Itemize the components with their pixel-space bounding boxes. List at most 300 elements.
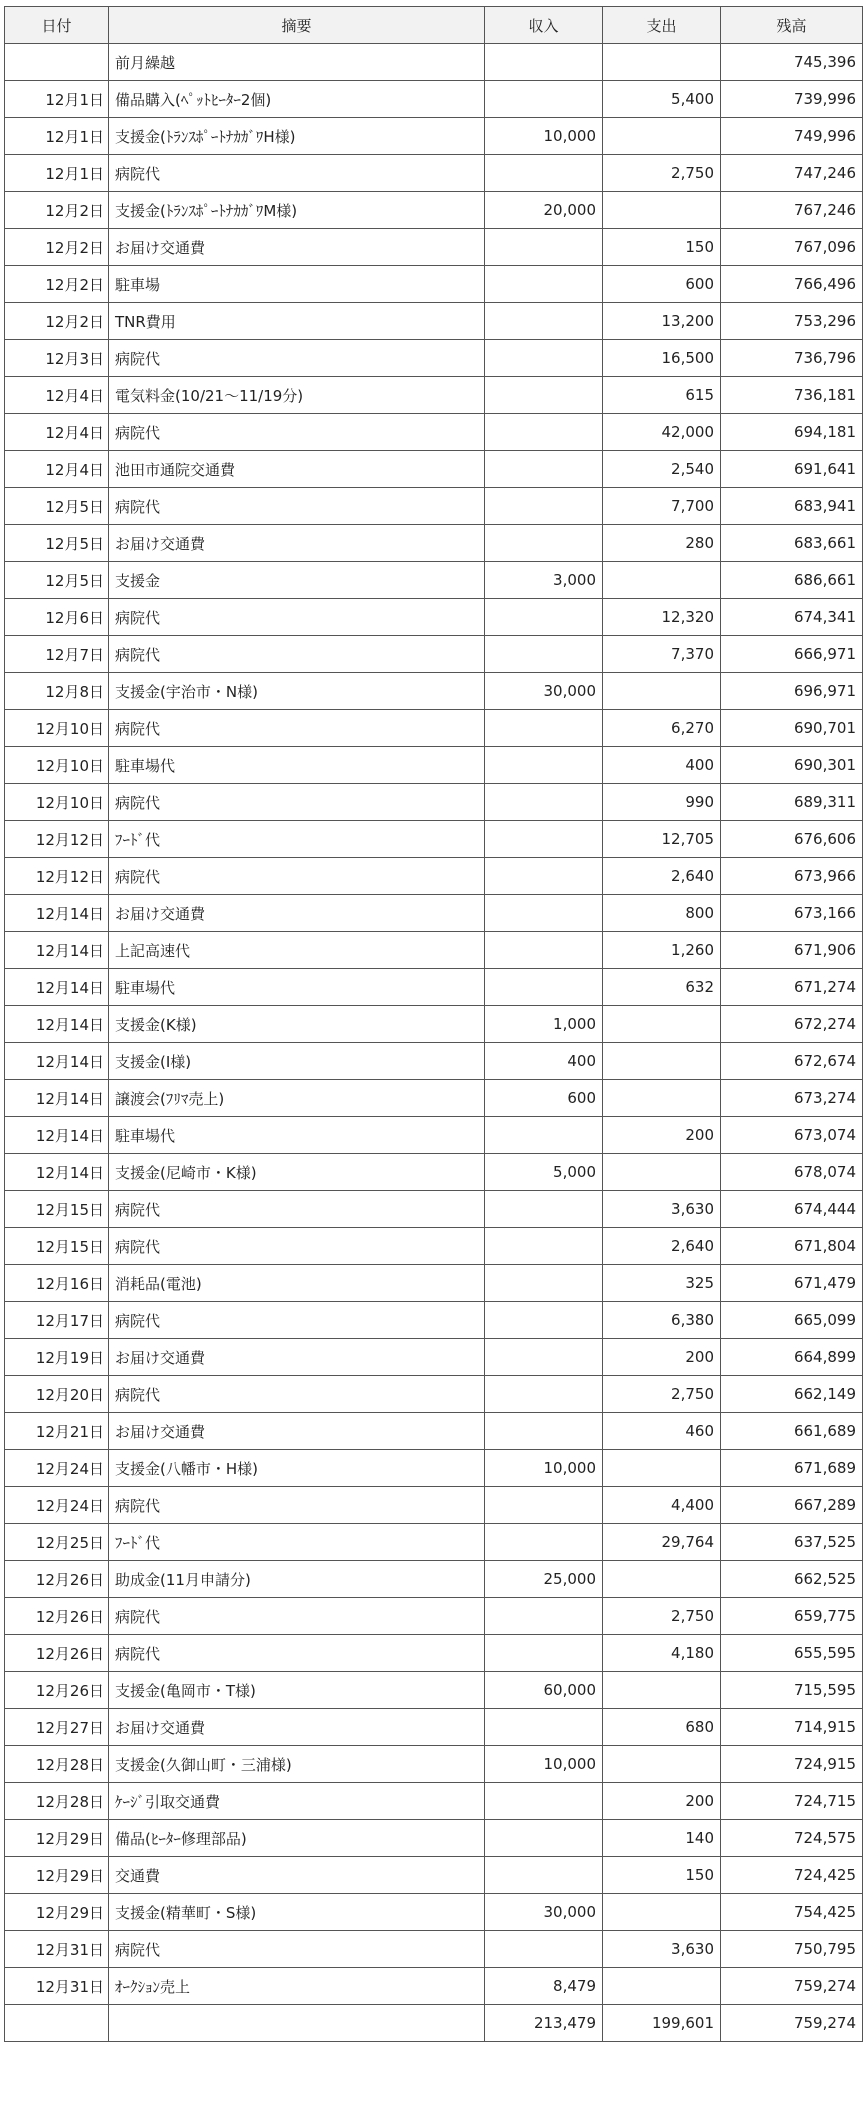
row-expense: 200 <box>603 1339 721 1376</box>
row-income <box>485 821 603 858</box>
row-balance: 665,099 <box>721 1302 863 1339</box>
row-income: 30,000 <box>485 1894 603 1931</box>
table-row <box>5 1783 863 1820</box>
table-row <box>5 1080 863 1117</box>
row-description: 病院代 <box>109 599 485 636</box>
header-row <box>5 7 863 44</box>
table-row <box>5 1006 863 1043</box>
row-expense: 600 <box>603 266 721 303</box>
row-description: 駐車場代 <box>109 1117 485 1154</box>
row-balance: 673,274 <box>721 1080 863 1117</box>
row-date: 12月14日 <box>5 1080 109 1117</box>
row-expense <box>603 1043 721 1080</box>
row-income <box>485 340 603 377</box>
table-row <box>5 1413 863 1450</box>
row-expense <box>603 118 721 155</box>
row-expense: 140 <box>603 1820 721 1857</box>
table-row <box>5 414 863 451</box>
row-expense: 615 <box>603 377 721 414</box>
row-expense: 7,700 <box>603 488 721 525</box>
row-income: 400 <box>485 1043 603 1080</box>
totals-balance: 759,274 <box>721 2005 863 2042</box>
row-balance: 673,966 <box>721 858 863 895</box>
row-date: 12月26日 <box>5 1598 109 1635</box>
row-balance: 694,181 <box>721 414 863 451</box>
row-date: 12月26日 <box>5 1635 109 1672</box>
row-income <box>485 1265 603 1302</box>
table-row <box>5 1154 863 1191</box>
row-balance: 674,341 <box>721 599 863 636</box>
table-row <box>5 858 863 895</box>
row-description: 病院代 <box>109 155 485 192</box>
row-description: 助成金(11月申請分) <box>109 1561 485 1598</box>
row-description: お届け交通費 <box>109 1413 485 1450</box>
row-balance: 661,689 <box>721 1413 863 1450</box>
row-balance: 678,074 <box>721 1154 863 1191</box>
totals-row <box>5 2005 863 2042</box>
table-row <box>5 303 863 340</box>
row-description: 支援金 <box>109 562 485 599</box>
row-expense: 150 <box>603 229 721 266</box>
row-date: 12月2日 <box>5 229 109 266</box>
row-description: ﾌｰﾄﾞ代 <box>109 821 485 858</box>
row-date: 12月5日 <box>5 562 109 599</box>
header-description: 摘要 <box>109 7 485 44</box>
row-income: 1,000 <box>485 1006 603 1043</box>
row-date: 12月27日 <box>5 1709 109 1746</box>
row-income <box>485 1931 603 1968</box>
row-description: 病院代 <box>109 858 485 895</box>
row-balance: 747,246 <box>721 155 863 192</box>
row-description: 譲渡会(ﾌﾘﾏ売上) <box>109 1080 485 1117</box>
row-date: 12月3日 <box>5 340 109 377</box>
row-date: 12月29日 <box>5 1857 109 1894</box>
row-description: 電気料金(10/21～11/19分) <box>109 377 485 414</box>
row-income <box>485 1191 603 1228</box>
row-income <box>485 895 603 932</box>
header-income: 収入 <box>485 7 603 44</box>
row-expense: 460 <box>603 1413 721 1450</box>
table-row <box>5 969 863 1006</box>
row-income <box>485 969 603 1006</box>
row-balance: 673,074 <box>721 1117 863 1154</box>
row-income <box>485 303 603 340</box>
row-expense: 4,400 <box>603 1487 721 1524</box>
row-income <box>485 1783 603 1820</box>
row-income: 8,479 <box>485 1968 603 2005</box>
row-description: 備品(ﾋｰﾀｰ修理部品) <box>109 1820 485 1857</box>
row-date: 12月14日 <box>5 1117 109 1154</box>
row-balance: 724,575 <box>721 1820 863 1857</box>
table-row <box>5 44 863 81</box>
row-date: 12月17日 <box>5 1302 109 1339</box>
totals-date <box>5 2005 109 2042</box>
table-row <box>5 192 863 229</box>
row-date: 12月10日 <box>5 747 109 784</box>
row-description: 消耗品(電池) <box>109 1265 485 1302</box>
row-date: 12月14日 <box>5 895 109 932</box>
table-row <box>5 1635 863 1672</box>
row-income: 10,000 <box>485 1450 603 1487</box>
table-row <box>5 118 863 155</box>
row-income <box>485 710 603 747</box>
row-balance: 671,274 <box>721 969 863 1006</box>
table-row <box>5 1376 863 1413</box>
row-date: 12月28日 <box>5 1746 109 1783</box>
row-balance: 736,796 <box>721 340 863 377</box>
row-balance: 671,804 <box>721 1228 863 1265</box>
table-row <box>5 488 863 525</box>
row-balance: 683,941 <box>721 488 863 525</box>
row-balance: 690,301 <box>721 747 863 784</box>
row-balance: 724,715 <box>721 1783 863 1820</box>
row-balance: 690,701 <box>721 710 863 747</box>
row-description: 病院代 <box>109 1487 485 1524</box>
table-row <box>5 1672 863 1709</box>
row-date: 12月26日 <box>5 1672 109 1709</box>
row-expense <box>603 1154 721 1191</box>
row-balance: 676,606 <box>721 821 863 858</box>
row-income: 25,000 <box>485 1561 603 1598</box>
row-expense <box>603 44 721 81</box>
row-income <box>485 1302 603 1339</box>
table-row <box>5 1561 863 1598</box>
row-income <box>485 488 603 525</box>
row-description: 病院代 <box>109 636 485 673</box>
row-expense <box>603 1006 721 1043</box>
row-date: 12月16日 <box>5 1265 109 1302</box>
row-expense: 42,000 <box>603 414 721 451</box>
table-row <box>5 1968 863 2005</box>
row-balance: 767,096 <box>721 229 863 266</box>
row-description: 病院代 <box>109 1635 485 1672</box>
row-date: 12月14日 <box>5 1006 109 1043</box>
row-expense: 680 <box>603 1709 721 1746</box>
row-income: 3,000 <box>485 562 603 599</box>
row-income <box>485 1117 603 1154</box>
ledger-table <box>4 6 863 2042</box>
row-expense: 2,640 <box>603 1228 721 1265</box>
row-date: 12月10日 <box>5 710 109 747</box>
row-description: TNR費用 <box>109 303 485 340</box>
table-row <box>5 1191 863 1228</box>
header-date: 日付 <box>5 7 109 44</box>
table-row <box>5 636 863 673</box>
row-date: 12月31日 <box>5 1931 109 1968</box>
row-balance: 753,296 <box>721 303 863 340</box>
row-balance: 724,915 <box>721 1746 863 1783</box>
ledger-footer <box>5 2005 863 2042</box>
row-expense: 12,320 <box>603 599 721 636</box>
row-balance: 689,311 <box>721 784 863 821</box>
row-date: 12月4日 <box>5 451 109 488</box>
row-date: 12月19日 <box>5 1339 109 1376</box>
totals-expense: 199,601 <box>603 2005 721 2042</box>
row-balance: 696,971 <box>721 673 863 710</box>
row-expense: 2,750 <box>603 1598 721 1635</box>
table-row <box>5 1524 863 1561</box>
row-expense <box>603 1080 721 1117</box>
row-balance: 714,915 <box>721 1709 863 1746</box>
row-income <box>485 932 603 969</box>
row-balance: 671,906 <box>721 932 863 969</box>
row-description: 病院代 <box>109 710 485 747</box>
row-date: 12月4日 <box>5 377 109 414</box>
row-income <box>485 155 603 192</box>
row-expense <box>603 1672 721 1709</box>
row-expense: 280 <box>603 525 721 562</box>
row-expense: 1,260 <box>603 932 721 969</box>
row-income: 5,000 <box>485 1154 603 1191</box>
row-date: 12月15日 <box>5 1191 109 1228</box>
row-expense: 150 <box>603 1857 721 1894</box>
table-row <box>5 1709 863 1746</box>
row-date: 12月1日 <box>5 118 109 155</box>
row-expense: 16,500 <box>603 340 721 377</box>
row-balance: 674,444 <box>721 1191 863 1228</box>
row-expense <box>603 1561 721 1598</box>
row-income <box>485 81 603 118</box>
row-description: 交通費 <box>109 1857 485 1894</box>
row-date: 12月26日 <box>5 1561 109 1598</box>
row-expense: 632 <box>603 969 721 1006</box>
row-balance: 767,246 <box>721 192 863 229</box>
row-date: 12月10日 <box>5 784 109 821</box>
row-description: ｹｰｼﾞ引取交通費 <box>109 1783 485 1820</box>
row-expense: 200 <box>603 1783 721 1820</box>
row-expense <box>603 1746 721 1783</box>
row-balance: 766,496 <box>721 266 863 303</box>
row-description: 病院代 <box>109 1191 485 1228</box>
row-date: 12月8日 <box>5 673 109 710</box>
row-date: 12月14日 <box>5 969 109 1006</box>
row-balance: 745,396 <box>721 44 863 81</box>
row-income <box>485 1857 603 1894</box>
row-income <box>485 1228 603 1265</box>
row-income <box>485 1339 603 1376</box>
row-expense <box>603 192 721 229</box>
row-date: 12月14日 <box>5 1043 109 1080</box>
row-date: 12月14日 <box>5 1154 109 1191</box>
row-description: 支援金(K様) <box>109 1006 485 1043</box>
row-income <box>485 525 603 562</box>
table-row <box>5 1228 863 1265</box>
table-row <box>5 266 863 303</box>
row-income: 10,000 <box>485 118 603 155</box>
row-description: お届け交通費 <box>109 229 485 266</box>
row-date: 12月29日 <box>5 1820 109 1857</box>
row-income <box>485 1709 603 1746</box>
row-description: 駐車場 <box>109 266 485 303</box>
row-expense <box>603 1968 721 2005</box>
table-row <box>5 451 863 488</box>
table-row <box>5 229 863 266</box>
row-description: お届け交通費 <box>109 895 485 932</box>
row-expense: 6,380 <box>603 1302 721 1339</box>
row-date: 12月7日 <box>5 636 109 673</box>
row-description: 病院代 <box>109 1228 485 1265</box>
row-description: 前月繰越 <box>109 44 485 81</box>
ledger-header <box>5 7 863 44</box>
row-date: 12月25日 <box>5 1524 109 1561</box>
row-description: 支援金(尼崎市・K様) <box>109 1154 485 1191</box>
row-description: 病院代 <box>109 1931 485 1968</box>
row-expense: 2,540 <box>603 451 721 488</box>
table-row <box>5 1746 863 1783</box>
row-income <box>485 747 603 784</box>
row-date: 12月12日 <box>5 821 109 858</box>
row-description: 支援金(精華町・S様) <box>109 1894 485 1931</box>
row-balance: 754,425 <box>721 1894 863 1931</box>
row-expense: 4,180 <box>603 1635 721 1672</box>
row-expense: 7,370 <box>603 636 721 673</box>
row-description: 病院代 <box>109 414 485 451</box>
row-date: 12月5日 <box>5 525 109 562</box>
row-balance: 750,795 <box>721 1931 863 1968</box>
totals-income: 213,479 <box>485 2005 603 2042</box>
row-description: ﾌｰﾄﾞ代 <box>109 1524 485 1561</box>
row-balance: 739,996 <box>721 81 863 118</box>
row-expense: 800 <box>603 895 721 932</box>
row-date: 12月2日 <box>5 266 109 303</box>
row-balance: 672,674 <box>721 1043 863 1080</box>
row-income: 10,000 <box>485 1746 603 1783</box>
row-income <box>485 1598 603 1635</box>
row-description: 病院代 <box>109 340 485 377</box>
table-row <box>5 340 863 377</box>
row-description: 支援金(亀岡市・T様) <box>109 1672 485 1709</box>
row-date <box>5 44 109 81</box>
row-date: 12月14日 <box>5 932 109 969</box>
header-expense: 支出 <box>603 7 721 44</box>
row-expense: 3,630 <box>603 1931 721 1968</box>
row-income <box>485 1487 603 1524</box>
row-income <box>485 1820 603 1857</box>
row-description: 支援金(I様) <box>109 1043 485 1080</box>
row-income <box>485 784 603 821</box>
row-description: お届け交通費 <box>109 1709 485 1746</box>
row-income <box>485 599 603 636</box>
row-expense: 2,750 <box>603 1376 721 1413</box>
row-description: お届け交通費 <box>109 1339 485 1376</box>
row-income <box>485 44 603 81</box>
row-description: 病院代 <box>109 488 485 525</box>
row-description: 支援金(宇治市・N様) <box>109 673 485 710</box>
table-row <box>5 821 863 858</box>
row-date: 12月6日 <box>5 599 109 636</box>
row-date: 12月4日 <box>5 414 109 451</box>
table-row <box>5 710 863 747</box>
table-row <box>5 81 863 118</box>
row-balance: 666,971 <box>721 636 863 673</box>
row-balance: 724,425 <box>721 1857 863 1894</box>
table-row <box>5 1598 863 1635</box>
row-description: 病院代 <box>109 1598 485 1635</box>
row-date: 12月21日 <box>5 1413 109 1450</box>
row-expense: 12,705 <box>603 821 721 858</box>
row-expense <box>603 1894 721 1931</box>
row-income <box>485 1413 603 1450</box>
row-expense: 990 <box>603 784 721 821</box>
table-row <box>5 1302 863 1339</box>
row-description: 病院代 <box>109 784 485 821</box>
row-description: お届け交通費 <box>109 525 485 562</box>
row-description: 病院代 <box>109 1376 485 1413</box>
totals-description <box>109 2005 485 2042</box>
table-row <box>5 784 863 821</box>
row-balance: 671,479 <box>721 1265 863 1302</box>
row-expense <box>603 673 721 710</box>
table-row <box>5 562 863 599</box>
row-balance: 655,595 <box>721 1635 863 1672</box>
row-date: 12月29日 <box>5 1894 109 1931</box>
row-expense: 400 <box>603 747 721 784</box>
row-description: 支援金(ﾄﾗﾝｽﾎﾟｰﾄﾅｶｶﾞﾜH様) <box>109 118 485 155</box>
table-row <box>5 525 863 562</box>
table-row <box>5 895 863 932</box>
row-balance: 736,181 <box>721 377 863 414</box>
row-balance: 673,166 <box>721 895 863 932</box>
row-balance: 715,595 <box>721 1672 863 1709</box>
row-balance: 667,289 <box>721 1487 863 1524</box>
row-description: 病院代 <box>109 1302 485 1339</box>
table-row <box>5 1117 863 1154</box>
row-description: 支援金(八幡市・H様) <box>109 1450 485 1487</box>
row-date: 12月24日 <box>5 1450 109 1487</box>
table-row <box>5 1043 863 1080</box>
table-row <box>5 932 863 969</box>
row-date: 12月2日 <box>5 192 109 229</box>
row-balance: 662,149 <box>721 1376 863 1413</box>
table-row <box>5 1894 863 1931</box>
row-expense: 2,640 <box>603 858 721 895</box>
row-date: 12月15日 <box>5 1228 109 1265</box>
row-expense <box>603 1450 721 1487</box>
row-income <box>485 858 603 895</box>
row-income <box>485 414 603 451</box>
row-expense: 6,270 <box>603 710 721 747</box>
row-income <box>485 636 603 673</box>
row-date: 12月24日 <box>5 1487 109 1524</box>
row-date: 12月12日 <box>5 858 109 895</box>
row-date: 12月28日 <box>5 1783 109 1820</box>
row-balance: 637,525 <box>721 1524 863 1561</box>
row-description: 備品購入(ﾍﾟｯﾄﾋｰﾀｰ2個) <box>109 81 485 118</box>
row-expense: 29,764 <box>603 1524 721 1561</box>
row-date: 12月5日 <box>5 488 109 525</box>
row-date: 12月1日 <box>5 81 109 118</box>
row-expense: 13,200 <box>603 303 721 340</box>
row-income <box>485 266 603 303</box>
row-expense: 3,630 <box>603 1191 721 1228</box>
row-balance: 686,661 <box>721 562 863 599</box>
row-description: 支援金(久御山町・三浦様) <box>109 1746 485 1783</box>
row-date: 12月1日 <box>5 155 109 192</box>
row-balance: 659,775 <box>721 1598 863 1635</box>
table-row <box>5 1487 863 1524</box>
row-balance: 759,274 <box>721 1968 863 2005</box>
row-income <box>485 451 603 488</box>
row-balance: 749,996 <box>721 118 863 155</box>
row-income <box>485 377 603 414</box>
row-balance: 683,661 <box>721 525 863 562</box>
row-description: 駐車場代 <box>109 969 485 1006</box>
row-income: 60,000 <box>485 1672 603 1709</box>
row-description: ｵｰｸｼｮﾝ売上 <box>109 1968 485 2005</box>
table-row <box>5 673 863 710</box>
table-row <box>5 1450 863 1487</box>
ledger-body <box>5 44 863 2005</box>
